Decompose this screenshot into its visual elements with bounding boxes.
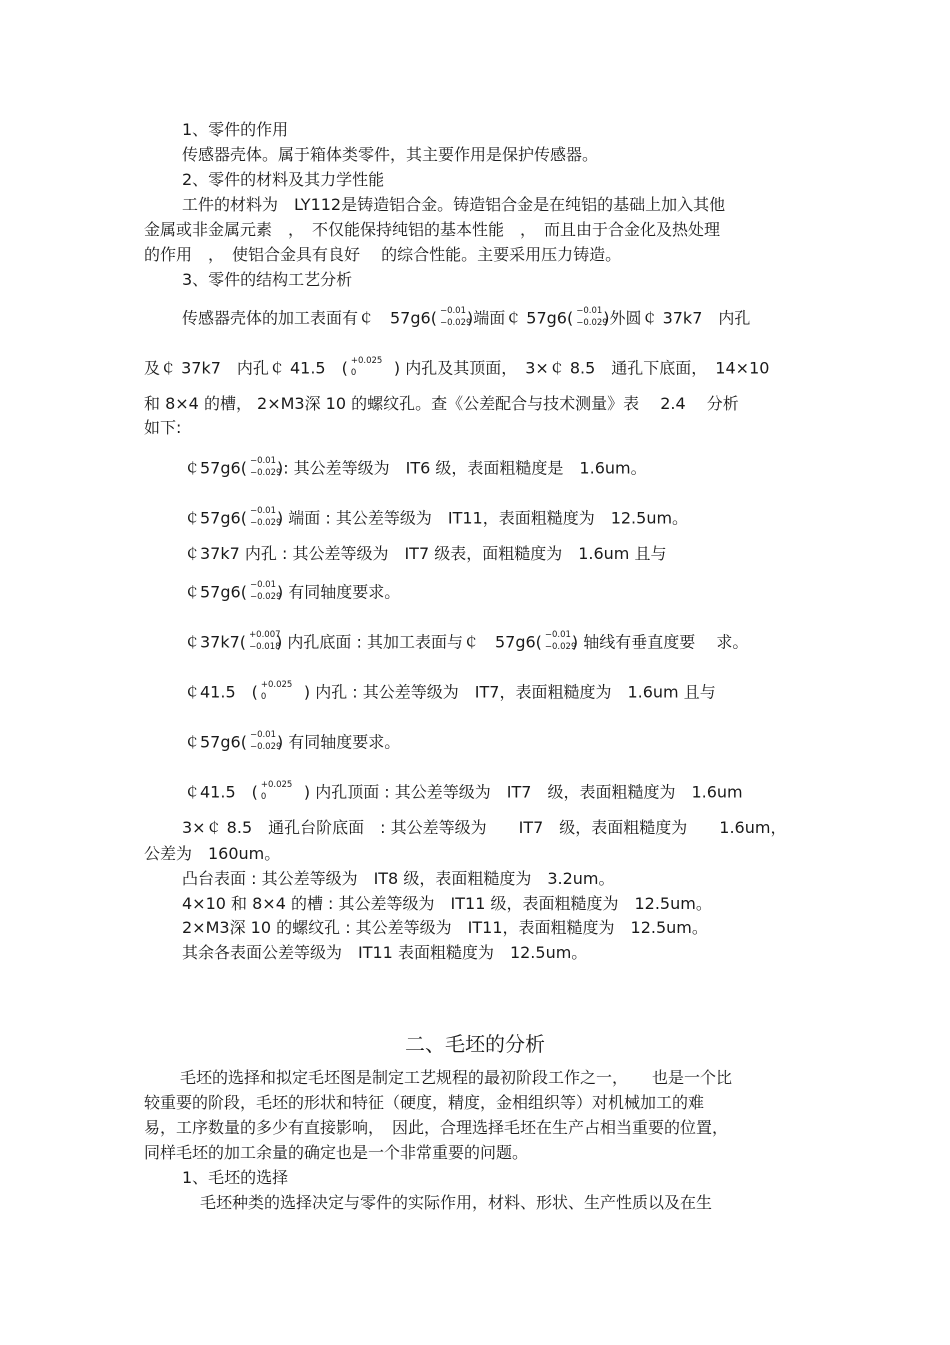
analysis-line xyxy=(144,356,769,382)
tolerance-upper: +0.007 xyxy=(249,630,281,640)
tolerance-g6 xyxy=(248,456,282,482)
item-text: ) 轴线有垂直度要 求。 xyxy=(571,632,749,652)
analysis-line xyxy=(182,306,750,332)
tolerance-g6 xyxy=(574,306,608,332)
tolerance-upper: +0.025 xyxy=(260,780,293,790)
tolerance-upper: −0.01 xyxy=(544,630,571,640)
analysis-item xyxy=(184,730,400,756)
tolerance-lower: −0.029 xyxy=(576,318,608,328)
blank-analysis-line: 毛坯的选择和拟定毛坯图是制定工艺规程的最初阶段工作之一， 也是一个比 xyxy=(180,1068,733,1087)
analysis-text: ) 内孔及其顶面， 3×￠ 8.5 通孔下底面， 14×10 xyxy=(377,358,770,378)
tolerance-lower: 0 xyxy=(260,792,267,802)
paragraph-part-function: 传感器壳体。属于箱体类零件，其主要作用是保护传感器。 xyxy=(182,145,599,164)
item-text: ￠57g6( xyxy=(184,458,247,478)
tolerance-h7 xyxy=(349,356,383,382)
item-text: ￠57g6( xyxy=(184,732,247,752)
analysis-item: 2×M3深 10 的螺纹孔 : 其公差等级为 IT11，表面粗糙度为 12.5um。 xyxy=(182,918,708,937)
tolerance-lower: −0.029 xyxy=(249,592,282,602)
tolerance-upper: −0.01 xyxy=(439,306,467,316)
tolerance-upper: −0.01 xyxy=(249,506,277,516)
item-text: ) 端面 : 其公差等级为 IT11，表面粗糙度为 12.5um。 xyxy=(276,508,689,528)
analysis-item xyxy=(184,506,688,532)
paragraph-material-line: 工件的材料为 LY112是铸造铝合金。铸造铝合金是在纯铝的基础上加入其他 xyxy=(182,195,726,214)
analysis-item xyxy=(184,680,716,706)
tolerance-lower: −0.029 xyxy=(439,318,472,328)
analysis-text: 传感器壳体的加工表面有￠ 57g6( xyxy=(182,308,437,328)
tolerance-lower: −0.029 xyxy=(249,518,282,528)
analysis-text: 及￠ 37k7 内孔￠ 41.5 ( xyxy=(144,358,348,378)
heading-part-function: 1、零件的作用 xyxy=(182,120,289,139)
analysis-line: 和 8×4 的槽， 2×M3深 10 的螺纹孔。查《公差配合与技术测量》表 2.4 分析 xyxy=(144,394,739,413)
item-text: ￠41.5 ( xyxy=(184,682,258,702)
blank-analysis-line: 易，工序数量的多少有直接影响， 因此，合理选择毛坯在生产占相当重要的位置， xyxy=(144,1118,729,1137)
tolerance-lower: −0.029 xyxy=(249,742,282,752)
analysis-item xyxy=(184,630,748,656)
section-heading: 二、毛坯的分析 xyxy=(405,1032,545,1056)
tolerance-upper: +0.025 xyxy=(260,680,293,690)
analysis-text: )外圆￠ 37k7 内孔 xyxy=(603,308,751,328)
item-text: ￠37k7( xyxy=(184,632,247,652)
heading-material: 2、零件的材料及其力学性能 xyxy=(182,170,385,189)
blank-analysis-line: 较重要的阶段，毛坯的形状和特征（硬度，精度，金相组织等）对机械加工的难 xyxy=(144,1093,705,1112)
tolerance-g6 xyxy=(438,306,472,332)
tolerance-upper: −0.01 xyxy=(576,306,603,316)
tolerance-upper: +0.025 xyxy=(350,356,383,366)
analysis-item: 公差为 160um。 xyxy=(144,844,281,863)
tolerance-upper: −0.01 xyxy=(249,456,277,466)
item-text: ￠57g6( xyxy=(184,508,247,528)
item-text: ): 其公差等级为 IT6 级，表面粗糙度是 1.6um。 xyxy=(276,458,647,478)
analysis-item xyxy=(184,580,400,606)
tolerance-g6 xyxy=(543,630,577,656)
analysis-item: 3×￠ 8.5 通孔台阶底面 : 其公差等级为 IT7 级，表面粗糙度为 1.6um， xyxy=(182,818,787,837)
analysis-item xyxy=(184,456,647,482)
tolerance-k7 xyxy=(247,630,281,656)
analysis-item: ￠37k7 内孔 : 其公差等级为 IT7 级表，面粗糙度为 1.6um 且与 xyxy=(184,544,667,563)
tolerance-lower: −0.029 xyxy=(249,468,282,478)
item-text: ￠41.5 ( xyxy=(184,782,258,802)
tolerance-h7 xyxy=(259,780,293,806)
paragraph-material-line: 金属或非金属元素 ， 不仅能保持纯铝的基本性能 ， 而且由于合金化及热处理 xyxy=(144,220,721,239)
analysis-item: 4×10 和 8×4 的槽 : 其公差等级为 IT11 级，表面粗糙度为 12.5um。 xyxy=(182,894,712,913)
subheading-blank-selection: 1、毛坯的选择 xyxy=(182,1168,289,1187)
item-text: ) 内孔 : 其公差等级为 IT7，表面粗糙度为 1.6um 且与 xyxy=(287,682,716,702)
tolerance-upper: −0.01 xyxy=(249,730,277,740)
item-text: ￠57g6( xyxy=(184,582,247,602)
item-text: ) 有同轴度要求。 xyxy=(276,732,401,752)
tolerance-upper: −0.01 xyxy=(249,580,277,590)
item-text: ) 有同轴度要求。 xyxy=(276,582,401,602)
analysis-line: 如下: xyxy=(144,418,182,437)
tolerance-g6 xyxy=(248,506,282,532)
analysis-item xyxy=(184,780,743,806)
tolerance-h7 xyxy=(259,680,293,706)
analysis-item: 凸台表面 : 其公差等级为 IT8 级，表面粗糙度为 3.2um。 xyxy=(182,869,615,888)
heading-structure: 3、零件的结构工艺分析 xyxy=(182,270,353,289)
paragraph-blank-selection: 毛坯种类的选择决定与零件的实际作用，材料、形状、生产性质以及在生 xyxy=(200,1193,713,1212)
tolerance-lower: −0.029 xyxy=(544,642,577,652)
tolerance-lower: −0.018 xyxy=(249,642,281,652)
tolerance-g6 xyxy=(248,580,282,606)
analysis-item: 其余各表面公差等级为 IT11 表面粗糙度为 12.5um。 xyxy=(182,943,588,962)
tolerance-lower: 0 xyxy=(260,692,267,702)
analysis-text: )端面￠ 57g6( xyxy=(466,308,574,328)
tolerance-g6 xyxy=(248,730,282,756)
tolerance-lower: 0 xyxy=(350,368,357,378)
item-text: ) 内孔顶面 : 其公差等级为 IT7 级，表面粗糙度为 1.6um xyxy=(287,782,743,802)
blank-analysis-line: 同样毛坯的加工余量的确定也是一个非常重要的问题。 xyxy=(144,1143,529,1162)
item-text: ) 内孔底面 : 其加工表面与￠ 57g6( xyxy=(276,632,542,652)
paragraph-material-line: 的作用 ， 使铝合金具有良好 的综合性能。主要采用压力铸造。 xyxy=(144,245,622,264)
